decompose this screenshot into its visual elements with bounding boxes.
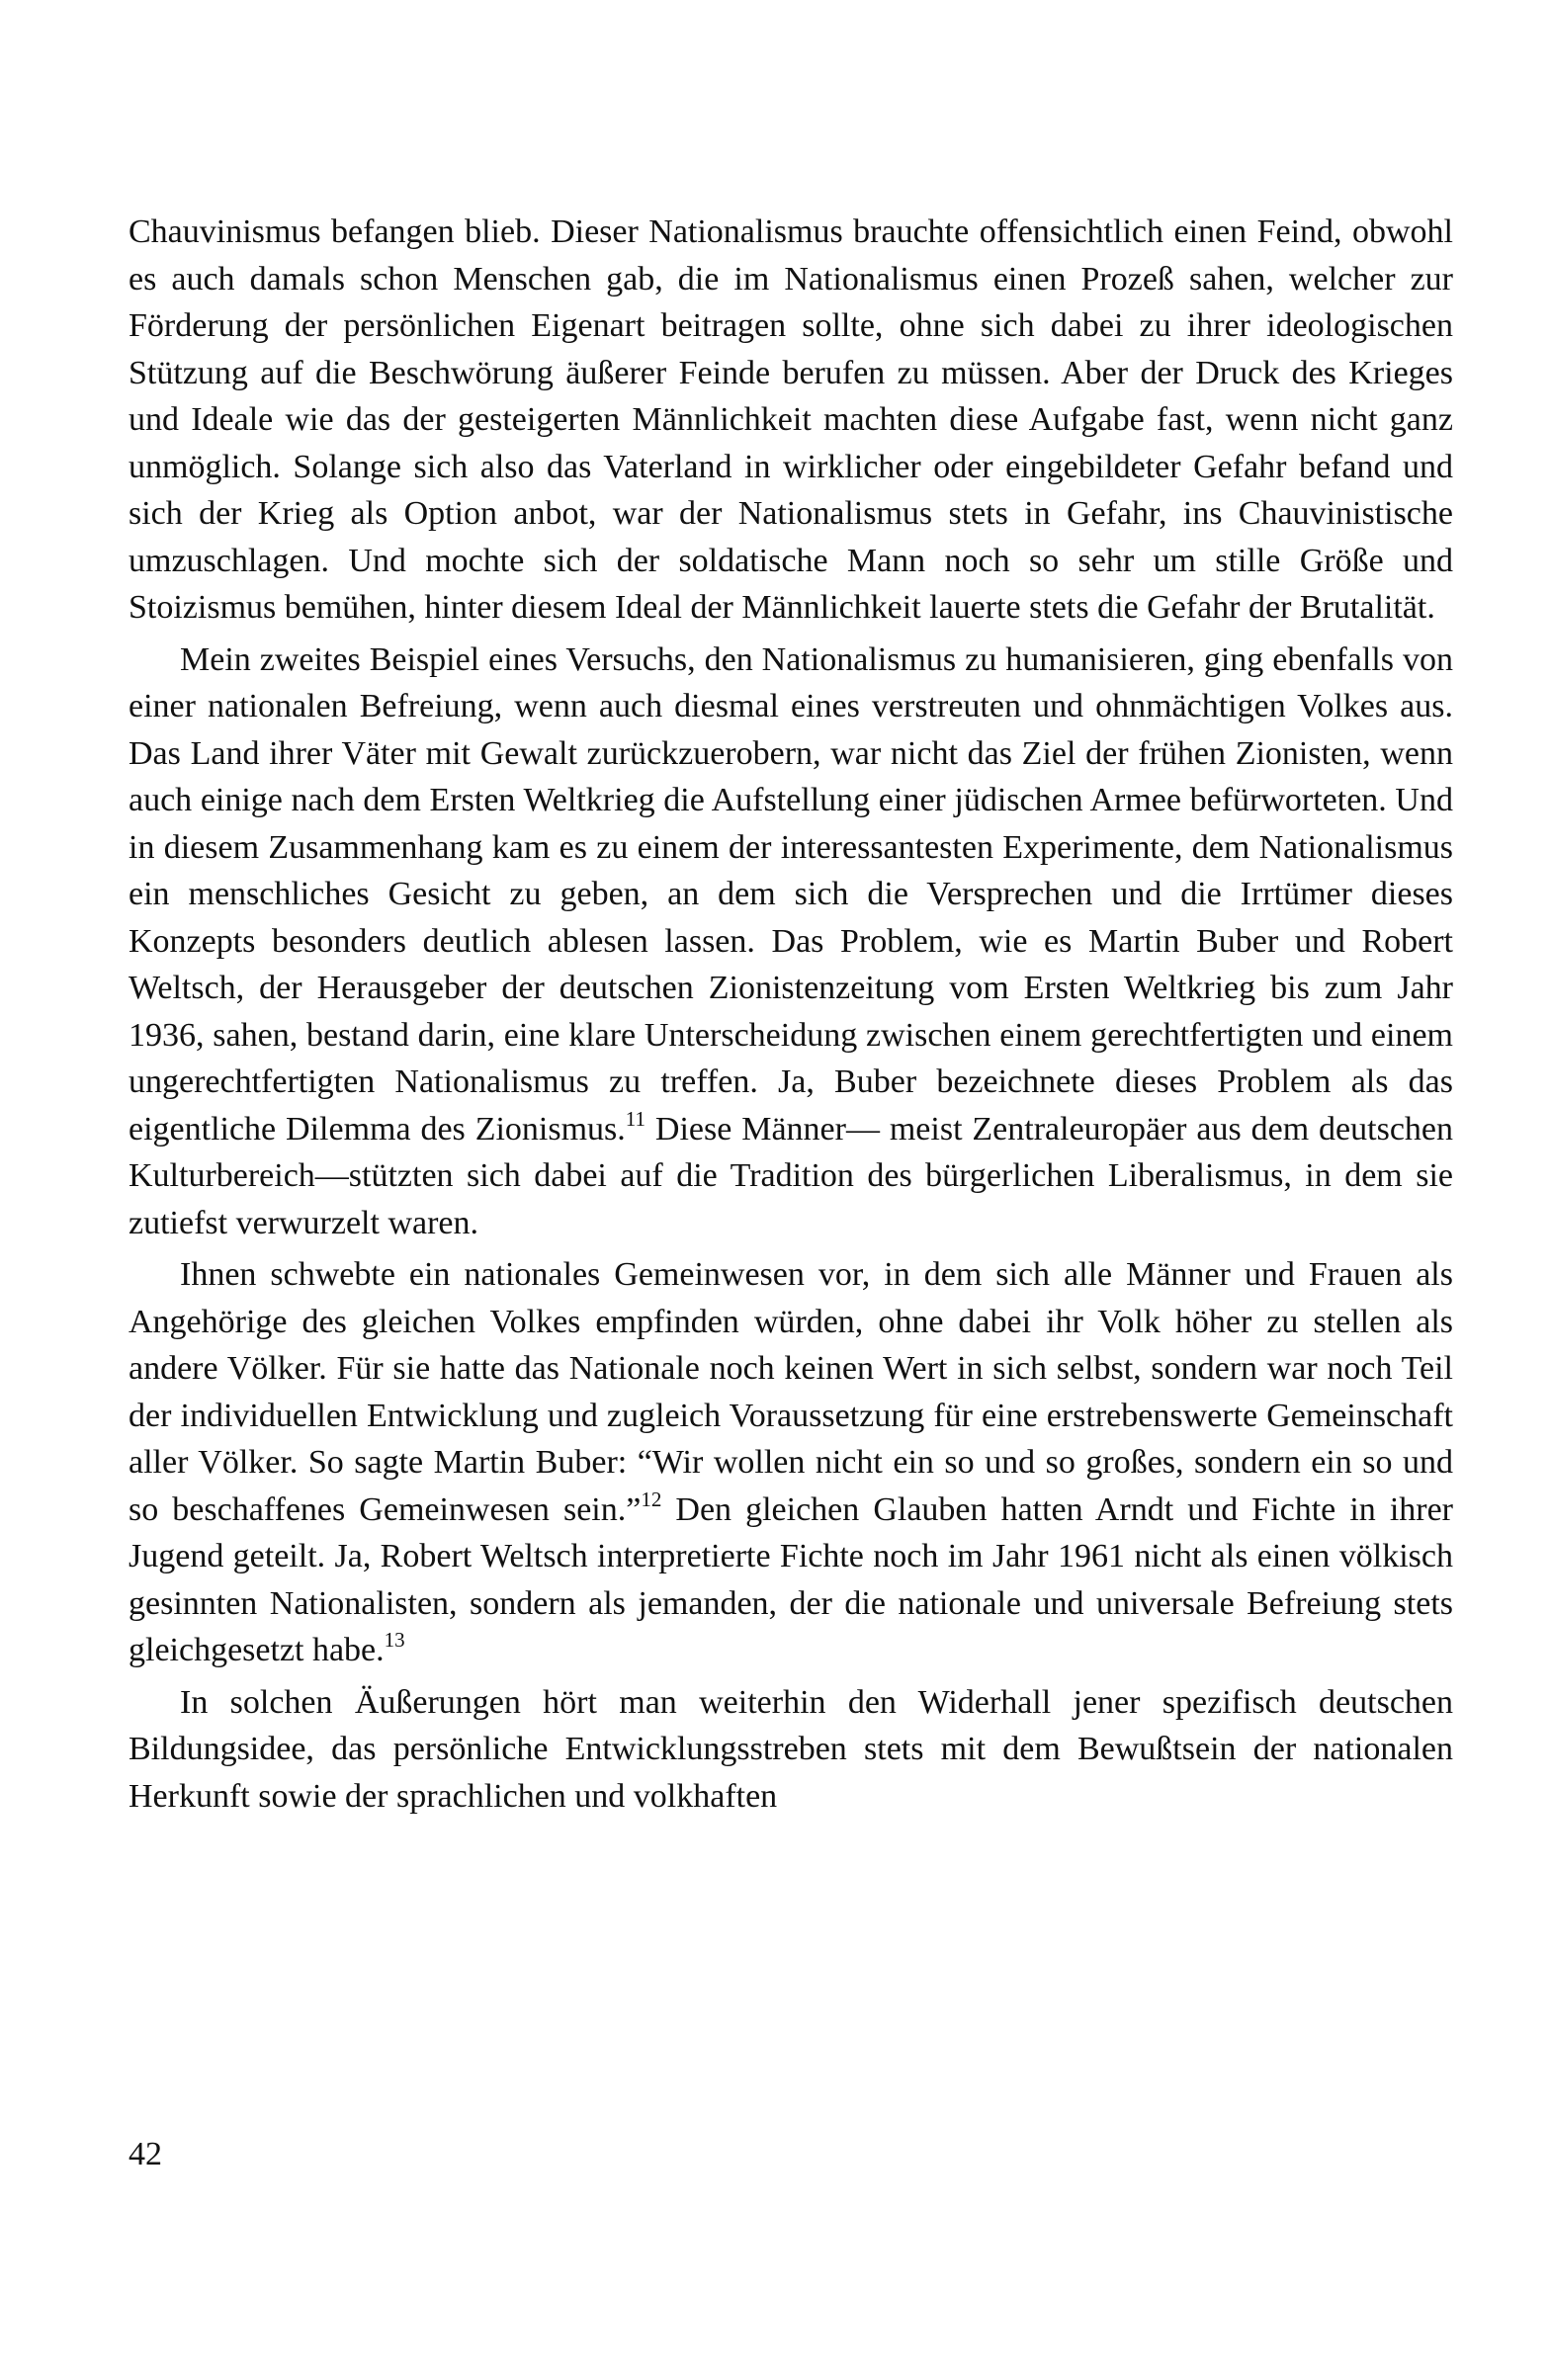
page-number: 42	[129, 2136, 162, 2172]
paragraph-1-text-1: Chauvinismus befangen blieb. Dieser Nationalismus brauchte offensichtlich einen Feind, obwohl es auch damals schon Menschen gab, die im Nationalismus einen Prozeß sahen, welcher zur Förderung der persönlichen Eigenart beitragen sollte, ohne sich dabei zu ihrer ideologischen Stützung auf die Beschwörung äußerer Feinde berufen zu müssen. Aber der Druck des Krieges und Ideale wie das der gesteigerten Männlichkeit machten diese Aufgabe fast, wenn nicht ganz unmöglich. Solange sich also das Vaterland in wirklicher oder eingebildeter Gefahr befand und sich der Krieg als Option anbot, war der Nationalismus stets in Gefahr, ins Chauvinistische umzuschlagen. Und mochte sich der soldatische Mann noch so sehr um stille Größe und Stoizismus bemühen, hinter diesem Ideal der Männlichkeit lauerte stets die Gefahr der Brutalität.	[129, 213, 1453, 626]
paragraph-3	[129, 1251, 1453, 1674]
paragraph-2-text-2: Diese Männer— meist Zentraleuropäer aus dem deutschen Kulturbereich—stützten sich dabei auf die Tradition des bürgerlichen Liberalismus, in dem sie zutiefst verwurzelt waren.	[129, 1110, 1454, 1241]
footnote-ref-11: 11	[625, 1106, 645, 1131]
paragraph-4-text-1: In solchen Äußerungen hört man weiterhin den Widerhall jener spezifisch deutschen Bildungsidee, das persönliche Entwicklungsstreben stets mit dem Bewußtsein der nationalen Herkunft sowie der sprachlichen und volkhaften	[129, 1683, 1453, 1815]
paragraph-1	[129, 209, 1453, 632]
footnote-ref-13: 13	[384, 1628, 405, 1652]
paragraph-2	[129, 637, 1453, 1247]
paragraph-3-text-2: Den gleichen Glauben hatten Arndt und Fichte in ihrer Jugend geteilt. Ja, Robert Weltsch interpretierte Fichte noch im Jahr 1961 nicht als einen völkisch gesinnten Nationalisten, sondern als jemanden, der die nationale und universale Befreiung stets gleichgesetzt habe.	[129, 1490, 1454, 1668]
paragraph-2-text-1: Mein zweites Beispiel eines Versuchs, den Nationalismus zu humanisieren, ging ebenfalls von einer nationalen Befreiung, wenn auch diesmal eines verstreuten und ohnmächtigen Volkes aus. Das Land ihrer Väter mit Gewalt zurückzuerobern, war nicht das Ziel der frühen Zionisten, wenn auch einige nach dem Ersten Weltkrieg die Aufstellung einer jüdischen Armee befürworteten. Und in diesem Zusammenhang kam es zu einem der interessantesten Experimente, dem Nationalismus ein menschliches Gesicht zu geben, an dem sich die Versprechen und die Irrtümer dieses Konzepts besonders deutlich ablesen lassen. Das Problem, wie es Martin Buber und Robert Weltsch, der Herausgeber der deutschen Zionistenzeitung vom Ersten Weltkrieg bis zum Jahr 1936, sahen, bestand darin, eine klare Unterscheidung zwischen einem gerechtfertigten und einem ungerechtfertigten Nationalismus zu treffen. Ja, Buber bezeichnete dieses Problem als das eigentliche Dilemma des Zionismus.	[129, 640, 1453, 1148]
paragraph-4	[129, 1679, 1453, 1821]
paragraph-3-text-1: Ihnen schwebte ein nationales Gemeinwesen vor, in dem sich alle Männer und Frauen als Angehörige des gleichen Volkes empfinden würden, ohne dabei ihr Volk höher zu stellen als andere Völker. Für sie hatte das Nationale noch keinen Wert in sich selbst, sondern war noch Teil der individuellen Entwicklung und zugleich Voraussetzung für eine erstrebenswerte Gemeinschaft aller Völker. So sagte Martin Buber: “Wir wollen nicht ein so und so großes, sondern ein so und so beschaffenes Gemeinwesen sein.”	[129, 1256, 1453, 1528]
footnote-ref-12: 12	[641, 1487, 662, 1511]
body-text	[129, 209, 1453, 1820]
